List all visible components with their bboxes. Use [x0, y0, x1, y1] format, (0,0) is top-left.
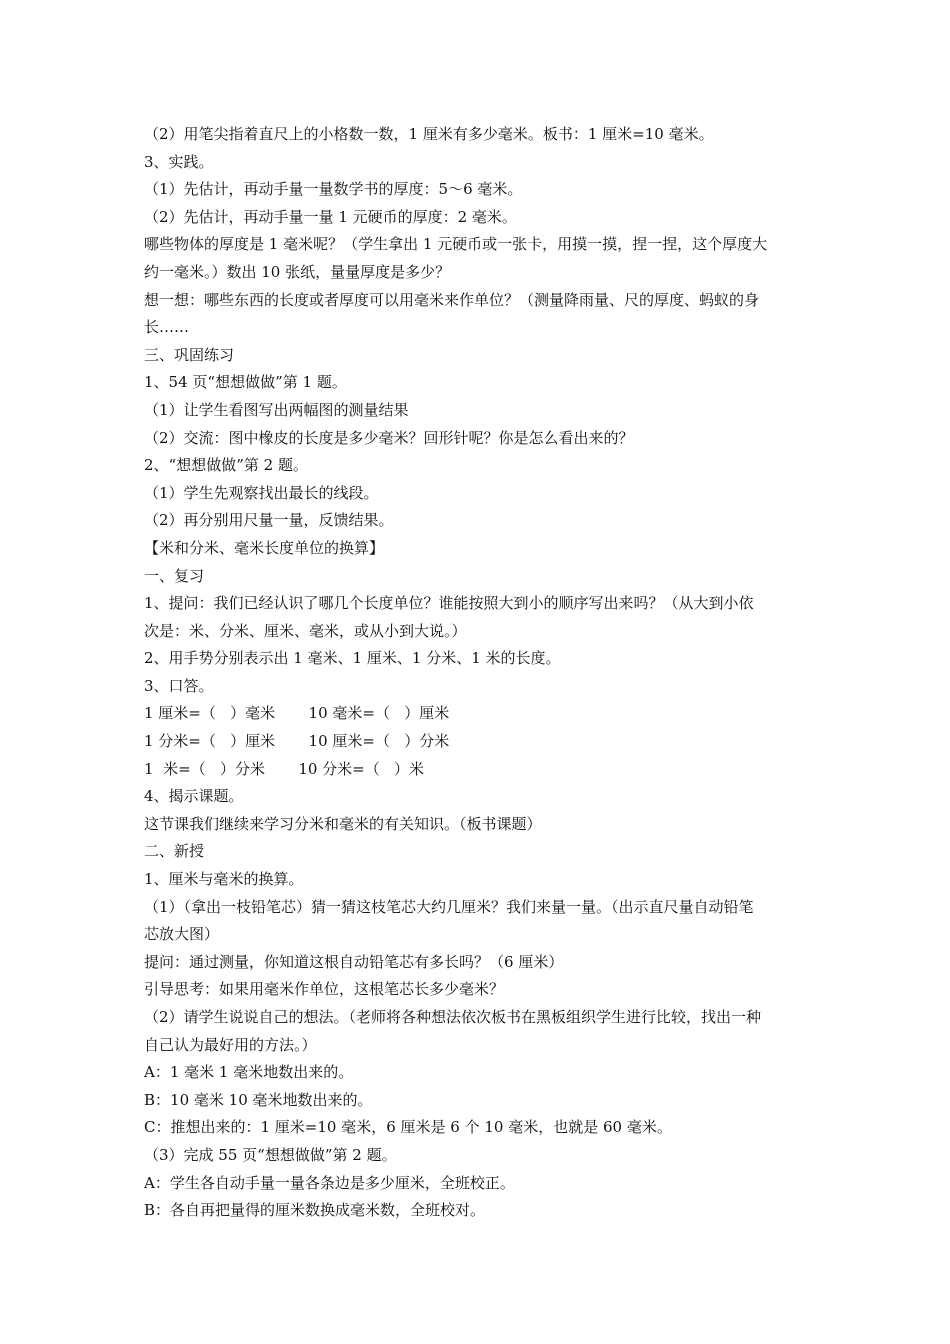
text-line: 提问：通过测量，你知道这根自动铅笔芯有多长吗？（6 厘米）	[144, 952, 564, 971]
document-body	[144, 121, 812, 1225]
text-line: 次是：米、分米、厘米、毫米，或从小到大说。）	[144, 621, 467, 640]
text-line: （1）学生先观察找出最长的线段。	[144, 483, 379, 502]
text-line: 2、“想想做做”第 2 题。	[144, 456, 308, 475]
text-line: A：学生各自动手量一量各条边是多少厘米，全班校正。	[144, 1173, 515, 1192]
lesson-title: 【米和分米、毫米长度单位的换算】	[144, 538, 385, 557]
exercise-line: 1 分米=（ ）厘米 10 厘米=（ ）分米	[144, 732, 450, 751]
text-line: （3）完成 55 页“想想做做”第 2 题。	[144, 1145, 397, 1164]
text-line: 哪些物体的厚度是 1 毫米呢？（学生拿出 1 元硬币或一张卡，用摸一摸，捏一捏，这个厚度大	[144, 235, 768, 254]
text-line: 想一想：哪些东西的长度或者厚度可以用毫米来作单位？（测量降雨量、尺的厚度、蚂蚁的身	[144, 290, 760, 309]
text-line: （2）用笔尖指着直尺上的小格数一数，1 厘米有多少毫米。板书：1 厘米=10 毫米。	[144, 125, 714, 143]
exercise-line: 1 厘米=（ ）毫米 10 毫米=（ ）厘米	[144, 704, 450, 723]
text-line: （2）请学生说说自己的想法。（老师将各种想法依次板书在黑板组织学生进行比较，找出一种	[144, 1008, 762, 1026]
text-line: 1、54 页“想想做做”第 1 题。	[144, 373, 347, 392]
text-line: 引导思考：如果用毫米作单位，这根笔芯长多少毫米？	[144, 980, 505, 999]
section-heading: 三、巩固练习	[144, 345, 235, 364]
section-heading: 二、新授	[144, 842, 205, 861]
text-line: 芯放大图）	[144, 925, 220, 944]
text-line: 1、提问：我们已经认识了哪几个长度单位？谁能按照大到小的顺序写出来吗？（从大到小依	[144, 594, 754, 613]
text-line: A：1 毫米 1 毫米地数出来的。	[144, 1063, 354, 1082]
text-line: B：10 毫米 10 毫米地数出来的。	[144, 1090, 373, 1109]
text-line: 2、用手势分别表示出 1 毫米、1 厘米、1 分米、1 米的长度。	[144, 649, 561, 668]
text-line: 长……	[144, 318, 190, 337]
text-line: 4、揭示课题。	[144, 787, 244, 806]
text-line: B：各自再把量得的厘米数换成毫米数，全班校对。	[144, 1201, 486, 1220]
text-line: （1）让学生看图写出两幅图的测量结果	[144, 400, 409, 419]
text-line: 这节课我们继续来学习分米和毫米的有关知识。（板书课题）	[144, 814, 542, 833]
text-line: （1）（拿出一枝铅笔芯）猜一猜这枝笔芯大约几厘米？我们来量一量。（出示直尺量自动铅笔	[144, 897, 754, 916]
section-heading: 一、复习	[144, 566, 205, 585]
text-line: C：推想出来的：1 厘米=10 毫米，6 厘米是 6 个 10 毫米，也就是 60 毫米。	[144, 1118, 672, 1137]
text-line: 3、口答。	[144, 676, 214, 695]
section-heading: 3、实践。	[144, 152, 214, 171]
text-line: （2）先估计，再动手量一量 1 元硬币的厚度：2 毫米。	[144, 207, 517, 226]
text-line: 自己认为最好用的方法。）	[144, 1035, 317, 1054]
text-line: 1、厘米与毫米的换算。	[144, 870, 304, 889]
exercise-line: 1 米=（ ）分米 10 分米=（ ）米	[144, 759, 425, 778]
text-line: （2）交流：图中橡皮的长度是多少毫米？回形针呢？你是怎么看出来的？	[144, 428, 634, 447]
text-line: 约一毫米。）数出 10 张纸，量量厚度是多少？	[144, 262, 451, 281]
text-line: （1）先估计，再动手量一量数学书的厚度：5～6 毫米。	[144, 180, 523, 199]
text-line: （2）再分别用尺量一量，反馈结果。	[144, 511, 394, 530]
